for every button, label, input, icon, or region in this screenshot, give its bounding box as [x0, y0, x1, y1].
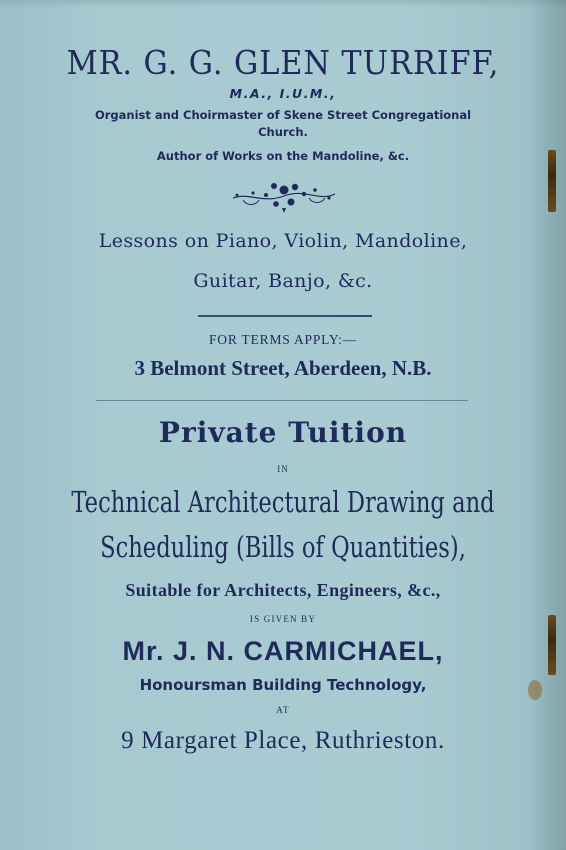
- advert-position-line2: Church.: [258, 125, 308, 139]
- lessons-line2: Guitar, Banjo, &c.: [193, 270, 373, 292]
- binding-mark-lower: [548, 615, 556, 675]
- subject-line1: Technical Architectural Drawing and: [71, 485, 495, 519]
- suitable-line: Suitable for Architects, Engineers, &c.,: [125, 580, 441, 600]
- section-divider: [96, 400, 468, 401]
- advert-position-line1: Organist and Choirmaster of Skene Street Congregational: [94, 108, 472, 122]
- advert1-address: 3 Belmont Street, Aberdeen, N.B.: [134, 356, 432, 380]
- at-label: AT: [276, 705, 290, 715]
- honours-line: Honoursman Building Technology,: [139, 676, 427, 694]
- tutor-name: Mr. J. N. CARMICHAEL,: [122, 636, 444, 666]
- paper-stain: [528, 680, 542, 700]
- advert-author-line: Author of Works on the Mandoline, &c.: [156, 149, 410, 163]
- subject-line2: Scheduling (Bills of Quantities),: [100, 530, 466, 564]
- given-by-label: IS GIVEN BY: [249, 614, 317, 624]
- advert2-address: 9 Margaret Place, Ruthrieston.: [121, 727, 445, 754]
- divider-rule: [198, 315, 372, 317]
- lessons-line1: Lessons on Piano, Violin, Mandoline,: [98, 230, 468, 252]
- terms-line: FOR TERMS APPLY:—: [208, 332, 358, 347]
- in-label: IN: [277, 464, 289, 474]
- advert-degrees: M.A., I.U.M.,: [229, 86, 337, 101]
- floral-ornament-icon: [229, 178, 339, 214]
- binding-mark-upper: [548, 150, 556, 212]
- page-top-shadow: [0, 0, 566, 8]
- advert-name-heading: MR. G. G. GLEN TURRIFF,: [66, 43, 500, 82]
- private-tuition-heading: Private Tuition: [158, 416, 408, 449]
